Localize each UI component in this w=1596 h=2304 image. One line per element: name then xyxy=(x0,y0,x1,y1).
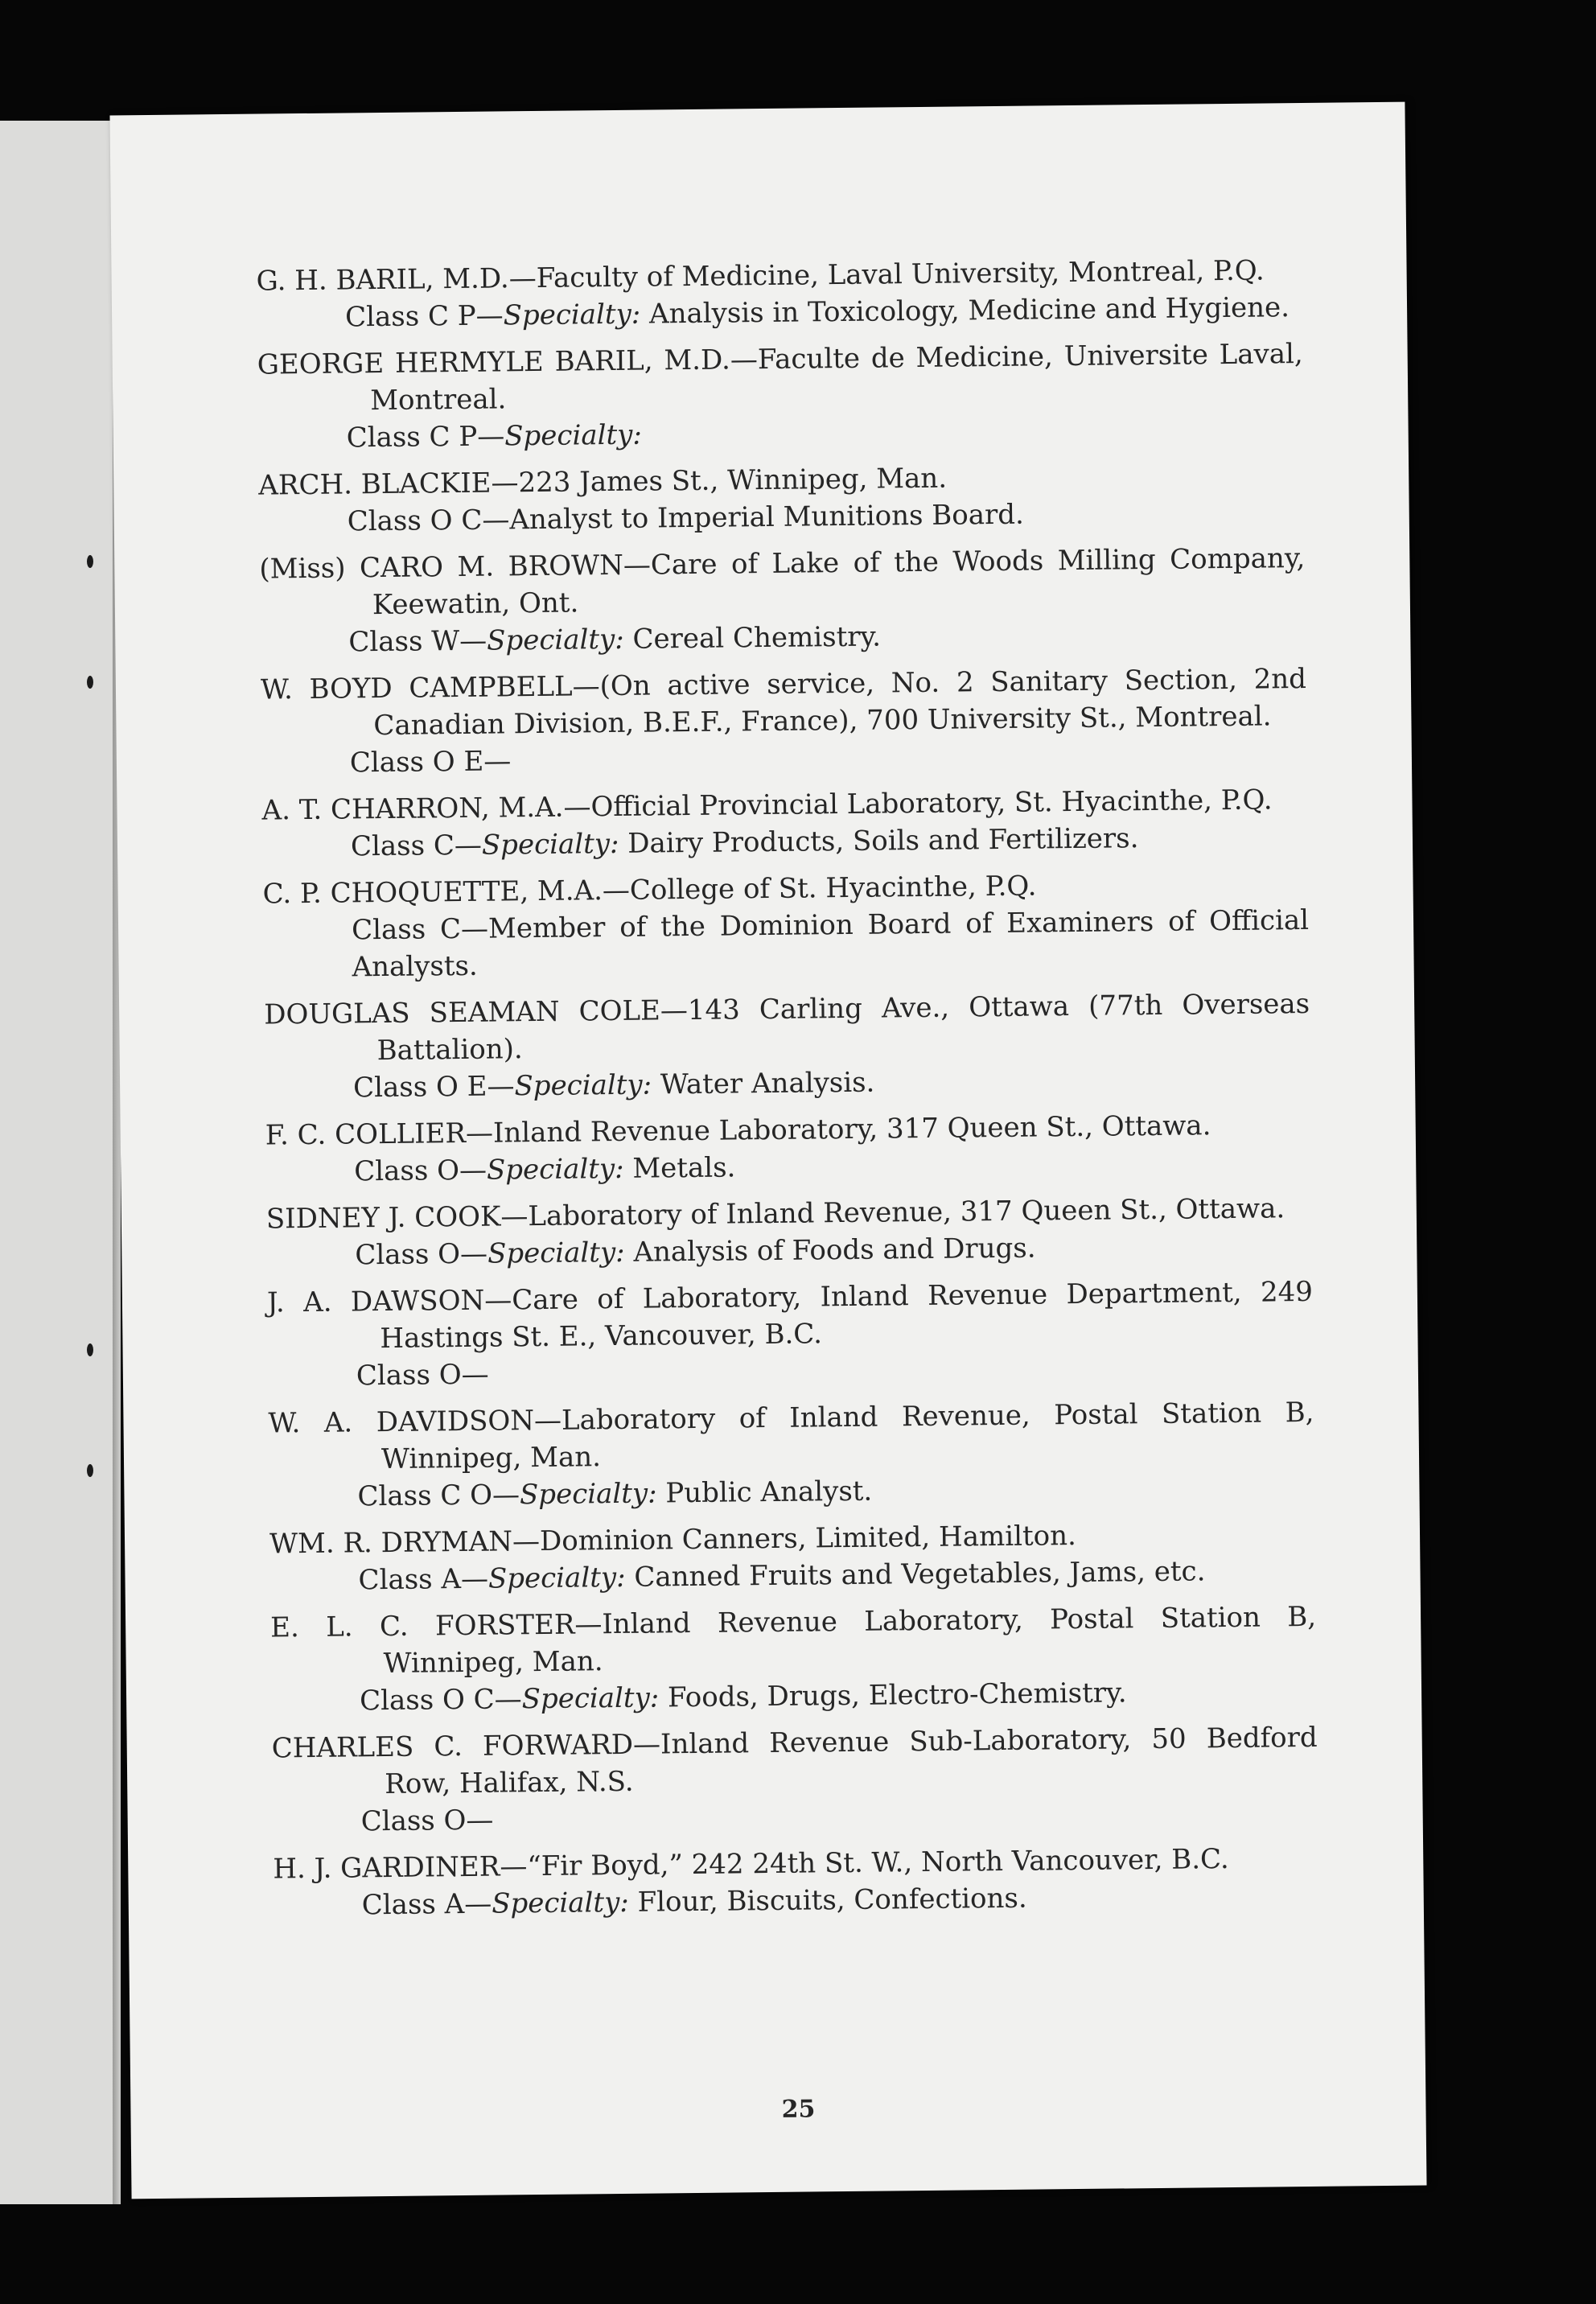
class-label: Class O E— xyxy=(349,745,512,780)
entry-heading: W. A. DAVIDSON—Laboratory of Inland Revenue, Postal Station B, Winnipeg, Man. xyxy=(268,1396,1314,1476)
list-entry xyxy=(264,985,1310,1108)
list-entry xyxy=(256,252,1302,337)
specialty-label: Specialty: xyxy=(521,1681,660,1716)
entry-heading: W. BOYD CAMPBELL—(On active service, No. 2 Sanitary Section, 2nd Canadian Division, B.E.F., France), 700 University St., Montreal. xyxy=(260,662,1307,743)
entry-class xyxy=(263,902,1310,987)
entry-heading: J. A. DAWSON—Care of Laboratory, Inland Revenue Department, 249 Hastings St. E., Vancouver, B.C. xyxy=(266,1275,1314,1356)
specialty-detail: Analyst to Imperial Munitions Board. xyxy=(509,498,1025,537)
entry-heading: H. J. GARDINER—“Fir Boyd,” 242 24th St. W., North Vancouver, B.C. xyxy=(273,1843,1229,1886)
binding-hole-mark xyxy=(87,676,93,689)
binding-hole-mark xyxy=(87,555,93,568)
entry-heading: C. P. CHOQUETTE, M.A.—College of St. Hyacinthe, P.Q. xyxy=(262,870,1037,911)
class-label: Class C O— xyxy=(357,1479,520,1513)
specialty-label: Specialty: xyxy=(487,1236,625,1270)
class-label: Class W— xyxy=(348,624,487,659)
class-label: Class O C— xyxy=(347,504,510,538)
entry-heading: E. L. C. FORSTER—Inland Revenue Laboratory, Postal Station B, Winnipeg, Man. xyxy=(269,1600,1317,1681)
class-label: Class O E— xyxy=(352,1070,515,1105)
list-entry xyxy=(265,1106,1312,1191)
entry-heading: A. T. CHARRON, M.A.—Official Provincial Laboratory, St. Hyacinthe, P.Q. xyxy=(261,784,1273,827)
class-label: Class O— xyxy=(354,1154,487,1188)
specialty-detail: Member of the Dominion Board of Examiners of Official Analysts. xyxy=(352,903,1310,984)
list-entry xyxy=(266,1190,1313,1275)
list-entry xyxy=(257,335,1303,458)
list-entry xyxy=(258,456,1305,541)
entry-heading: SIDNEY J. COOK—Laboratory of Inland Revenue, 317 Queen St., Ottawa. xyxy=(265,1192,1285,1236)
list-entry xyxy=(261,781,1308,866)
facing-page-edge xyxy=(0,121,113,2204)
specialty-label: Specialty: xyxy=(519,1477,657,1512)
specialty-detail: Dairy Products, Soils and Fertilizers. xyxy=(619,822,1139,860)
specialty-label: Specialty: xyxy=(503,298,641,332)
list-entry xyxy=(268,1394,1314,1516)
specialty-detail: Analysis of Foods and Drugs. xyxy=(624,1232,1036,1269)
specialty-detail: Water Analysis. xyxy=(651,1066,875,1101)
list-entry xyxy=(262,865,1309,987)
specialty-label: Specialty: xyxy=(486,623,624,657)
book-page xyxy=(109,102,1426,2199)
specialty-label: Specialty: xyxy=(504,418,643,453)
entry-heading: (Miss) CARO M. BROWN—Care of Lake of the Woods Milling Company, Keewatin, Ont. xyxy=(259,541,1306,622)
specialty-detail: Cereal Chemistry. xyxy=(623,620,882,656)
specialty-detail: Canned Fruits and Vegetables, Jams, etc. xyxy=(625,1555,1206,1594)
specialty-detail: Flour, Biscuits, Confections. xyxy=(628,1882,1027,1919)
entry-heading: G. H. BARIL, M.D.—Faculty of Medicine, Laval University, Montreal, P.Q. xyxy=(256,254,1265,298)
specialty-label: Specialty: xyxy=(486,1152,624,1187)
binding-hole-mark xyxy=(87,1343,93,1356)
entry-heading: CHARLES C. FORWARD—Inland Revenue Sub-Laboratory, 50 Bedford Row, Halifax, N.S. xyxy=(271,1721,1318,1801)
class-label: Class C— xyxy=(351,912,489,947)
class-label: Class O— xyxy=(360,1804,494,1838)
specialty-detail: Public Analyst. xyxy=(656,1475,873,1510)
specialty-label: Specialty: xyxy=(481,827,619,862)
list-entry xyxy=(267,1273,1314,1396)
class-label: Class A— xyxy=(358,1562,489,1597)
list-entry xyxy=(269,1515,1316,1600)
entry-heading: F. C. COLLIER—Inland Revenue Laboratory, 317 Queen St., Ottawa. xyxy=(265,1109,1211,1152)
specialty-detail: Foods, Drugs, Electro-Chemistry. xyxy=(659,1677,1127,1714)
class-label: Class A— xyxy=(361,1887,492,1922)
class-label: Class C P— xyxy=(344,299,504,334)
list-entry xyxy=(272,1719,1318,1841)
class-label: Class O— xyxy=(356,1358,489,1393)
specialty-label: Specialty: xyxy=(487,1561,626,1595)
list-entry xyxy=(273,1840,1319,1925)
entry-heading: DOUGLAS SEAMAN COLE—143 Carling Ave., Ottawa (77th Overseas Battalion). xyxy=(263,987,1310,1068)
class-label: Class O— xyxy=(355,1237,488,1272)
list-entry xyxy=(270,1598,1317,1721)
binding-hole-mark xyxy=(87,1464,93,1477)
specialty-detail: Analysis in Toxicology, Medicine and Hygiene. xyxy=(640,291,1290,331)
list-entry xyxy=(259,540,1306,662)
specialty-label: Specialty: xyxy=(514,1068,652,1103)
class-label: Class C— xyxy=(350,829,483,863)
specialty-detail: Metals. xyxy=(623,1151,736,1185)
list-entry xyxy=(261,660,1307,783)
specialty-label: Specialty: xyxy=(492,1886,629,1920)
entry-heading: ARCH. BLACKIE—223 James St., Winnipeg, Man. xyxy=(258,462,948,502)
class-label: Class O C— xyxy=(359,1683,522,1718)
entry-heading: GEORGE HERMYLE BARIL, M.D.—Faculte de Medicine, Universite Laval, Montreal. xyxy=(257,337,1303,418)
class-label: Class C P— xyxy=(346,420,505,455)
entry-heading: WM. R. DRYMAN—Dominion Canners, Limited, Hamilton. xyxy=(269,1520,1077,1561)
page-number: 25 xyxy=(781,2095,816,2124)
member-list xyxy=(256,252,1319,2124)
